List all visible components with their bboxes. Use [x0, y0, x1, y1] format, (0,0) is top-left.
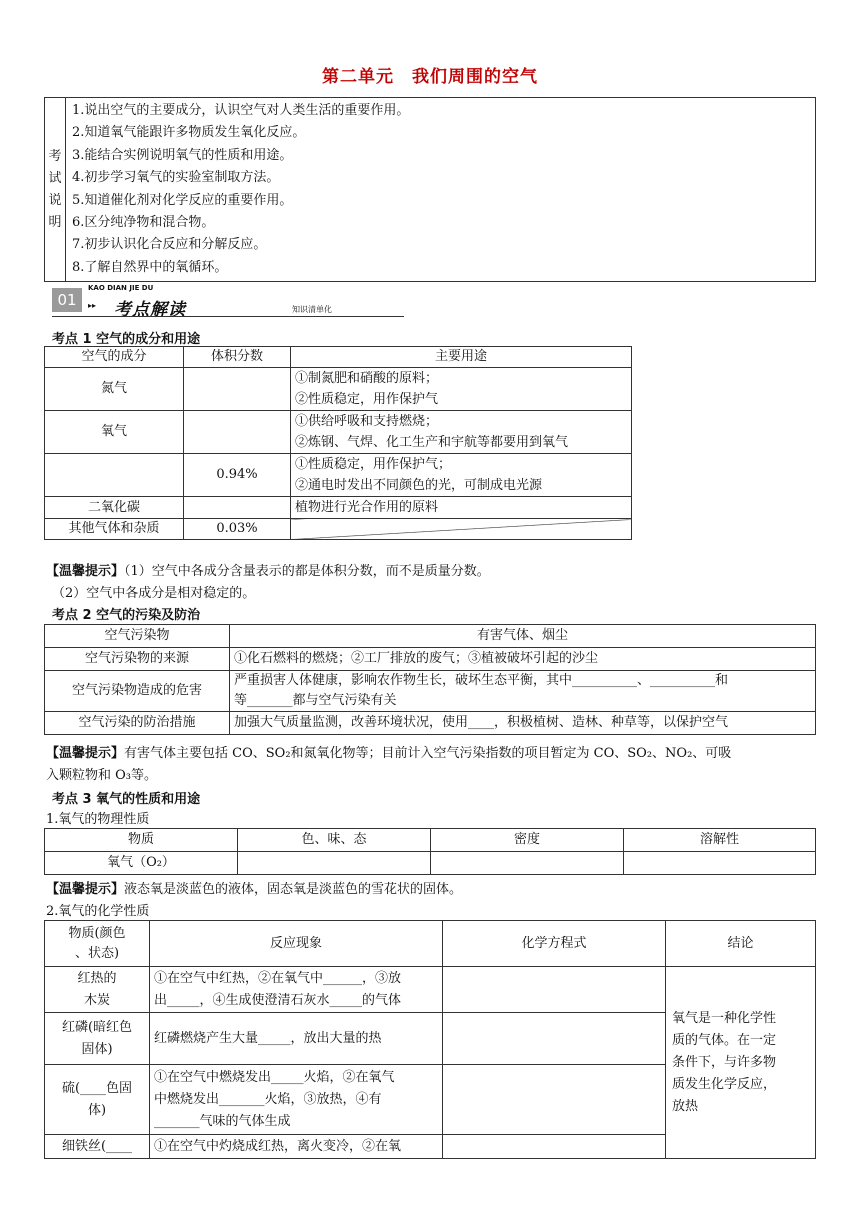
section-title: 考点解读 [114, 300, 186, 320]
exam-item: 8.了解自然界中的氧循环。 [72, 259, 228, 275]
k1-tip-2: （2）空气中各成分是相对稳定的。 [52, 586, 256, 601]
header-cell: 反应现象 [150, 921, 443, 967]
exam-item: 4.初步学习氧气的实验室制取方法。 [72, 170, 280, 186]
substance-cell: 细铁丝(____ [45, 1135, 150, 1159]
section-pinyin: KAO DIAN JIE DU [88, 284, 154, 292]
equation-cell [443, 1065, 666, 1135]
volume-fraction: 0.03% [184, 519, 291, 540]
phenomenon-cell: ①在空气中灼烧成红热，离火变冷，②在氧 [150, 1135, 443, 1159]
row-content: 加强大气质量监测，改善环境状况，使用____，积极植树、造林、种草等，以保护空气 [230, 712, 816, 735]
component-uses: ①性质稳定，用作保护气； ②通电时发出不同颜色的光，可制成电光源 [291, 454, 632, 497]
double-arrow-icon: ▸▸ [88, 301, 97, 310]
section-number: 01 [52, 288, 82, 312]
blank-cell [624, 852, 816, 875]
oxygen-chemical-table [44, 920, 816, 1159]
header-cell: 主要用途 [291, 347, 632, 368]
exam-item: 6.区分纯净物和混合物。 [72, 215, 215, 231]
header-cell: 溶解性 [624, 829, 816, 852]
component-uses: ①制氮肥和硝酸的原料； ②性质稳定，用作保护气 [291, 368, 632, 411]
component-uses: ①供给呼吸和支持燃烧； ②炼钢、气焊、化工生产和宇航等都要用到氧气 [291, 411, 632, 454]
section-banner [52, 284, 404, 318]
k2-tip-cont: 入颗粒物和 O₃等。 [46, 768, 158, 783]
blank-cell [431, 852, 624, 875]
volume-fraction [184, 411, 291, 454]
equation-cell [443, 1013, 666, 1065]
substance-cell: 氧气（O₂） [45, 852, 238, 875]
header-cell: 结论 [666, 921, 816, 967]
exam-item: 3.能结合实例说明氧气的性质和用途。 [72, 147, 293, 163]
oxygen-physical-table [44, 828, 816, 875]
exam-requirements-table [44, 97, 816, 282]
k2-heading: 考点 2 空气的污染及防治 [52, 608, 201, 623]
section-subtitle: 知识清单化 [292, 305, 332, 314]
component-name: 氮气 [45, 368, 184, 411]
substance-cell: 硫(____色固 体) [45, 1065, 150, 1135]
exam-item: 1.说出空气的主要成分，认识空气对人类生活的重要作用。 [72, 103, 410, 118]
equation-cell [443, 1135, 666, 1159]
phenomenon-cell: ①在空气中燃烧发出_____火焰，②在氧气 中燃烧发出_______火焰，③放热，④有 _______气味的气体生成 [150, 1065, 443, 1135]
phenomenon-cell: ①在空气中红热，②在氧气中______，③放 出_____，④生成使澄清石灰水_____的气体 [150, 967, 443, 1013]
air-composition-table [44, 346, 632, 540]
k1-tip-1: 【温馨提示】（1）空气中各成分含量表示的都是体积分数，而不是质量分数。 [46, 564, 490, 579]
row-content: 严重损害人体健康，影响农作物生长，破坏生态平衡，其中__________、__________和 等_______都与空气污染有关 [230, 671, 816, 712]
component-name: 其他气体和杂质 [45, 519, 184, 540]
row-content: ①化石燃料的燃烧；②工厂排放的废气；③植被破坏引起的沙尘 [230, 648, 816, 671]
component-name: 二氧化碳 [45, 497, 184, 519]
air-pollution-table [44, 624, 816, 735]
exam-items [66, 98, 816, 282]
header-cell: 色、味、态 [238, 829, 431, 852]
header-cell: 化学方程式 [443, 921, 666, 967]
phenomenon-cell: 红磷燃烧产生大量_____，放出大量的热 [150, 1013, 443, 1065]
header-cell: 物质(颜色 、状态) [45, 921, 150, 967]
row-label: 空气污染物造成的危害 [45, 671, 230, 712]
equation-cell [443, 967, 666, 1013]
component-name [45, 454, 184, 497]
k3-sub1: 1.氧气的物理性质 [46, 812, 150, 827]
k2-tip: 【温馨提示】有害气体主要包括 CO、SO₂和氮氧化物等；目前计入空气污染指数的项目暂定为 CO、SO₂、NO₂、可吸 [46, 746, 732, 761]
header-cell: 空气的成分 [45, 347, 184, 368]
page-title: 第二单元 我们周围的空气 [322, 67, 538, 87]
exam-label: 考 试 说 明 [45, 98, 66, 282]
volume-fraction [184, 368, 291, 411]
row-label: 空气污染物 [45, 625, 230, 648]
exam-item: 7.初步认识化合反应和分解反应。 [72, 237, 267, 253]
component-name: 氧气 [45, 411, 184, 454]
substance-cell: 红磷(暗红色 固体) [45, 1013, 150, 1065]
row-content: 有害气体、烟尘 [230, 625, 816, 648]
volume-fraction [184, 497, 291, 519]
component-uses: 植物进行光合作用的原料 [291, 497, 632, 519]
substance-cell: 红热的 木炭 [45, 967, 150, 1013]
exam-item: 2.知道氧气能跟许多物质发生氧化反应。 [72, 125, 306, 141]
header-cell: 物质 [45, 829, 238, 852]
volume-fraction: 0.94% [184, 454, 291, 497]
header-cell: 体积分数 [184, 347, 291, 368]
blank-cell [238, 852, 431, 875]
header-cell: 密度 [431, 829, 624, 852]
k3-sub2: 2.氧气的化学性质 [46, 904, 150, 919]
k1-heading: 考点 1 空气的成分和用途 [52, 332, 201, 347]
section-underline [52, 316, 404, 317]
conclusion-cell: 氧气是一种化学性 质的气体。在一定 条件下，与许多物 质发生化学反应， 放热 [666, 967, 816, 1159]
k3-heading: 考点 3 氧气的性质和用途 [52, 792, 201, 807]
row-label: 空气污染的防治措施 [45, 712, 230, 735]
row-label: 空气污染物的来源 [45, 648, 230, 671]
exam-item: 5.知道催化剂对化学反应的重要作用。 [72, 192, 293, 208]
empty-diagonal-cell [291, 519, 632, 540]
k3-tip: 【温馨提示】液态氧是淡蓝色的液体，固态氧是淡蓝色的雪花状的固体。 [46, 882, 463, 897]
